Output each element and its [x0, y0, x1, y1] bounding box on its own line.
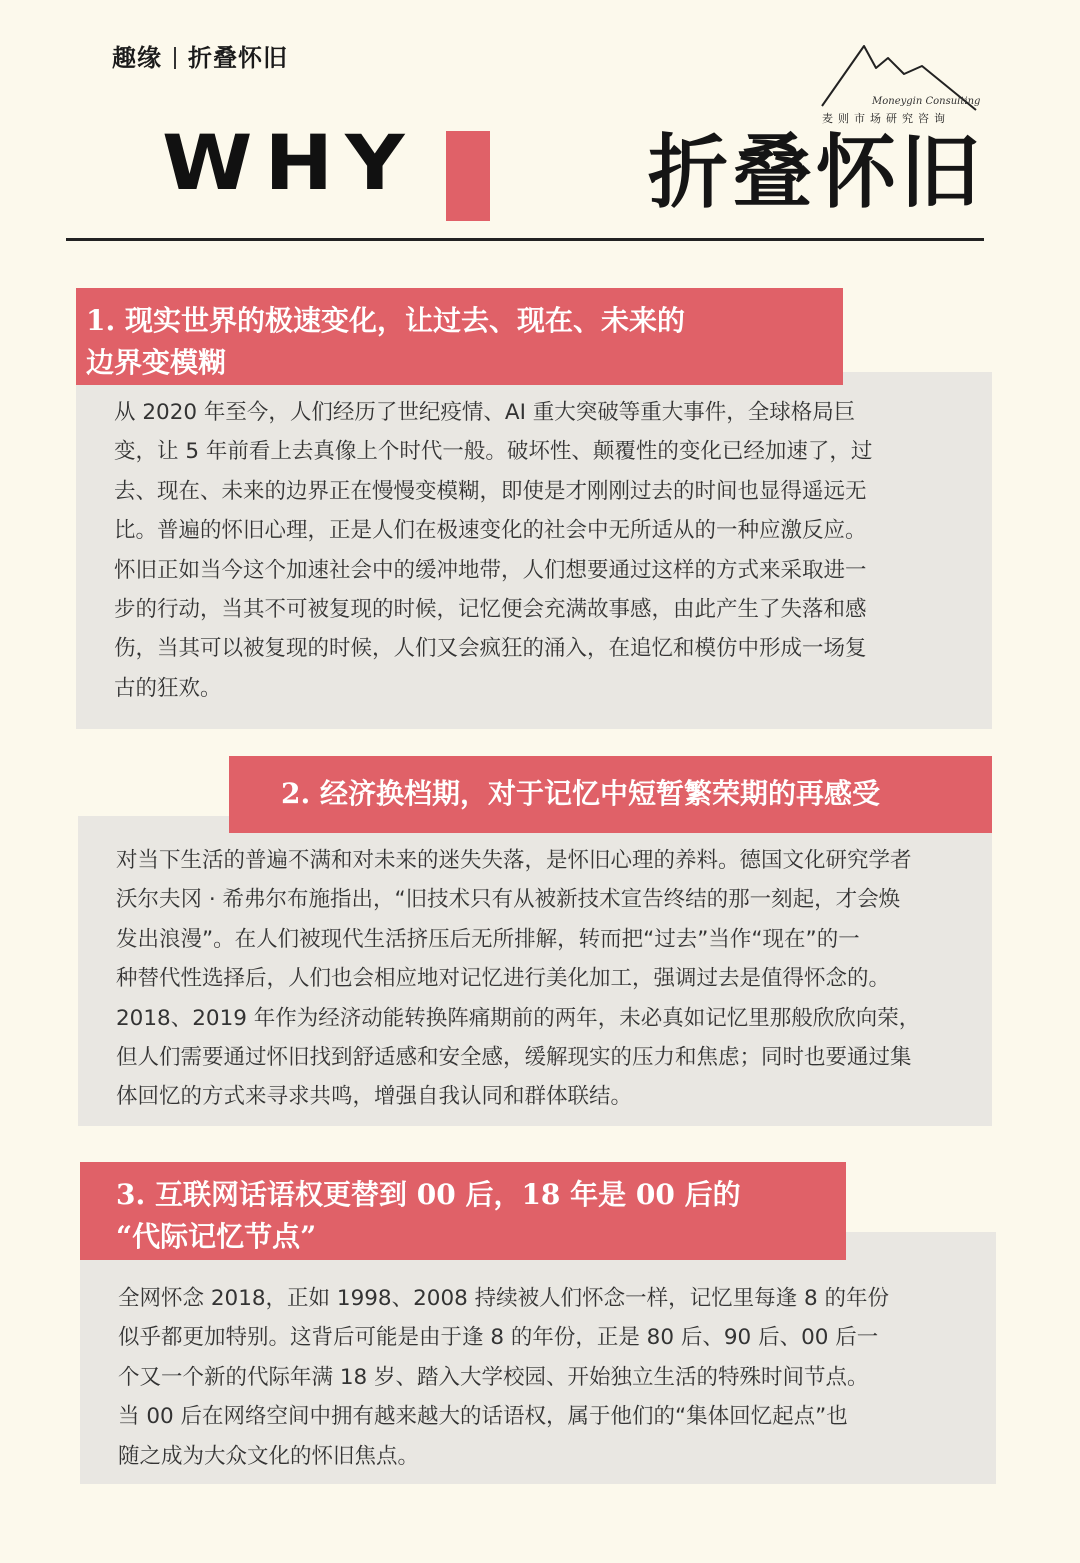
section-1-heading — [76, 288, 843, 385]
section-3-line: 个又一个新的代际年满 18 岁、踏入大学校园、开始独立生活的特殊时间节点。 — [118, 1364, 869, 1390]
section-2-body — [116, 841, 976, 1117]
section-3-line: 随之成为大众文化的怀旧焦点。 — [118, 1443, 420, 1469]
header-divider — [66, 238, 984, 241]
section-1-line: 变，让 5 年前看上去真像上个时代一般。破坏性、颠覆性的变化已经加速了，过 — [114, 439, 873, 465]
section-2-line: 对当下生活的普遍不满和对未来的迷失失落，是怀旧心理的养料。德国文化研究学者 — [116, 848, 912, 873]
section-3-heading — [80, 1162, 846, 1260]
section-3-body — [118, 1279, 978, 1476]
section-3-line: 当 00 后在网络空间中拥有越来越大的话语权，属于他们的“集体回忆起点”也 — [118, 1404, 848, 1430]
section-3-line: 似乎都更加特别。这背后可能是由于逢 8 的年份，正是 80 后、90 后、00 后一 — [118, 1325, 879, 1351]
why-heading: WHY — [162, 119, 417, 208]
section-1-line: 古的狂欢。 — [114, 675, 222, 701]
logo-chinese-text: 麦则市场研究咨询 — [822, 112, 950, 125]
section-2-heading — [229, 756, 992, 833]
section-3-heading-line1: 3. 互联网话语权更替到 00 后，18 年是 00 后的 — [116, 1178, 741, 1211]
section-2-line: 沃尔夫冈 · 希弗尔布施指出，“旧技术只有从被新技术宣告终结的那一刻起，才会焕 — [116, 887, 901, 913]
brand-header — [112, 38, 288, 73]
section-1-heading-line1: 1. 现实世界的极速变化，让过去、现在、未来的 — [86, 304, 685, 337]
section-2-line: 但人们需要通过怀旧找到舒适感和安全感，缓解现实的压力和焦虑；同时也要通过集 — [116, 1045, 912, 1071]
section-2-line: 2018、2019 年作为经济动能转换阵痛期前的两年，未必真如记忆里那般欣欣向荣， — [116, 1005, 921, 1031]
accent-bar — [446, 131, 490, 221]
brand-separator — [174, 47, 176, 69]
section-2-line: 种替代性选择后，人们也会相应地对记忆进行美化加工，强调过去是值得怀念的。 — [116, 966, 891, 992]
section-2-heading-line1: 2. 经济换档期，对于记忆中短暂繁荣期的再感受 — [281, 777, 880, 810]
brand-name: 趣缘 — [112, 44, 162, 72]
section-3-line: 全网怀念 2018，正如 1998、2008 持续被人们怀念一样，记忆里每逢 8 的年份 — [118, 1286, 890, 1311]
section-1-line: 比。普遍的怀旧心理，正是人们在极速变化的社会中无所适从的一种应激反应。 — [114, 518, 867, 544]
logo-script-text: Moneygin Consulting — [872, 96, 981, 107]
section-1-line: 从 2020 年至今，人们经历了世纪疫情、AI 重大突破等重大事件，全球格局巨 — [114, 400, 856, 425]
page-title: 折叠怀旧 — [648, 125, 984, 219]
section-2-line: 体回忆的方式来寻求共鸣，增强自我认同和群体联结。 — [116, 1084, 633, 1110]
section-1-line: 怀旧正如当今这个加速社会中的缓冲地带，人们想要通过这样的方式来采取进一 — [114, 557, 867, 583]
section-1-body — [114, 393, 974, 708]
section-1-line: 伤，当其可以被复现的时候，人们又会疯狂的涌入，在追忆和模仿中形成一场复 — [114, 636, 867, 662]
section-2-line: 发出浪漫”。在人们被现代生活挤压后无所排解，转而把“过去”当作“现在”的一 — [116, 926, 860, 952]
section-1-line: 去、现在、未来的边界正在慢慢变模糊，即使是才刚刚过去的时间也显得遥远无 — [114, 478, 867, 504]
section-3-heading-line2: “代际记忆节点” — [116, 1220, 317, 1253]
section-1-line: 步的行动，当其不可被复现的时候，记忆便会充满故事感，由此产生了失落和感 — [114, 597, 867, 623]
section-1-heading-line2: 边界变模糊 — [86, 346, 227, 379]
brand-topic: 折叠怀旧 — [188, 44, 288, 72]
